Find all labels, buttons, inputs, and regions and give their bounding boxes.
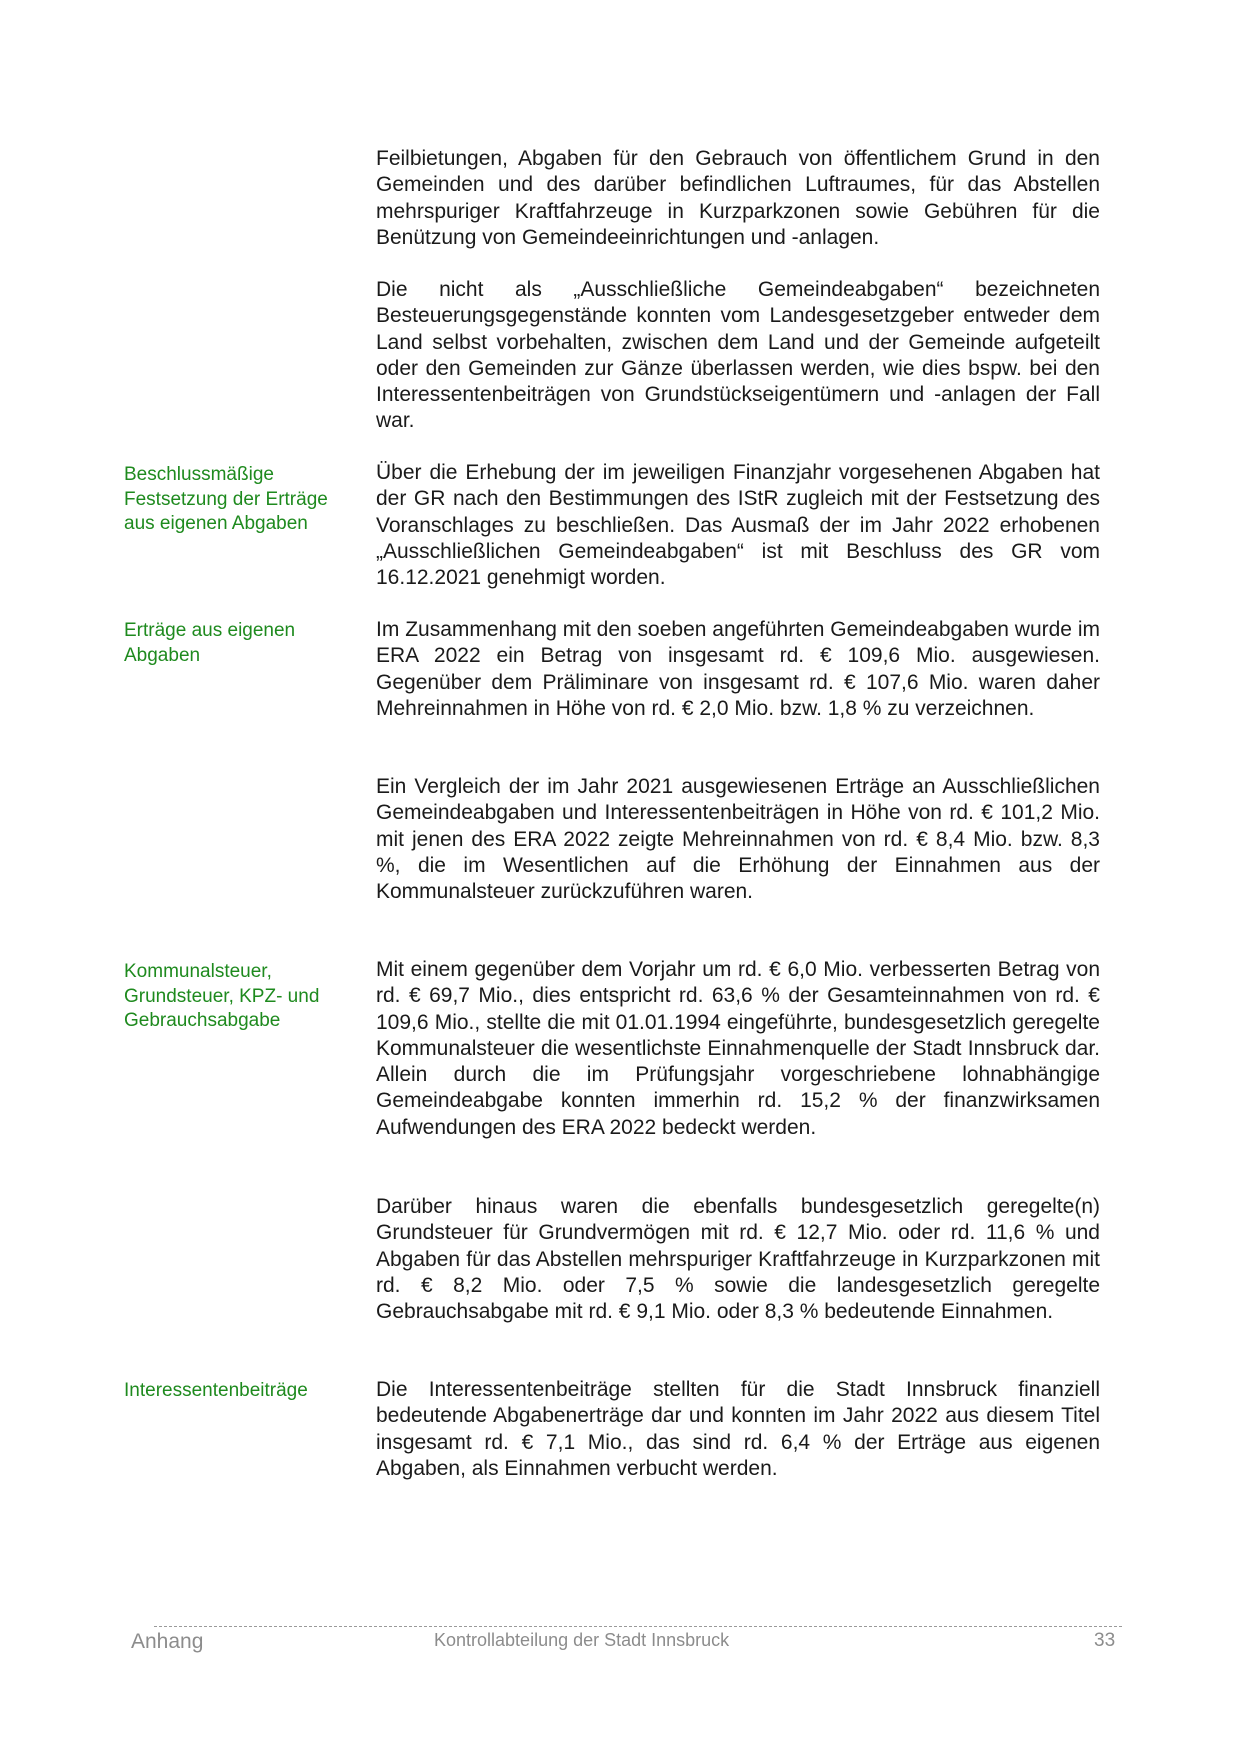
side-heading-kommunalsteuer [124, 960, 354, 1034]
side-heading-line: aus eigenen Abgaben [124, 513, 308, 534]
paragraph-nicht-ausschliessliche-abgaben: Die nicht als „Ausschließliche Gemeindeabgaben“ bezeichneten Besteuerungsgegenstände konnten vom Landesgesetzgeber entweder dem Land selbst vorbehalten, zwischen dem Land und der Gemeinde aufgeteilt oder den Gemeinden zur Gänze überlassen werden, wie dies bspw. bei den Interessentenbeiträgen von Grundstückseigentümern und -anlagen der Fall war. [376, 278, 1100, 433]
side-heading-line: Beschlussmäßige [124, 464, 274, 485]
footer-divider [154, 1626, 1122, 1627]
side-heading-line: Festsetzung der Erträge [124, 488, 328, 510]
side-heading-beschlussmaessige-festsetzung [124, 463, 354, 537]
footer-organization: Kontrollabteilung der Stadt Innsbruck [434, 1630, 730, 1650]
footer-page-number: 33 [1094, 1630, 1116, 1651]
paragraph-vergleich-2021: Ein Vergleich der im Jahr 2021 ausgewiesenen Erträge an Ausschließlichen Gemeindeabgaben und Interessentenbeiträgen in Höhe von rd. € 101,2 Mio. mit jenen des ERA 2022 zeigte Mehreinnahmen von rd. € 8,4 Mio. bzw. 8,3 %, die im Wesentlichen auf die Erhöhung der Einnahmen aus der Kommunalsteuer zurückzuführen waren. [376, 775, 1100, 904]
side-heading-line: Erträge aus eigenen [124, 620, 296, 641]
paragraph-grundsteuer: Darüber hinaus waren die ebenfalls bundesgesetzlich geregelte(n) Grundsteuer für Grundvermögen mit rd. € 12,7 Mio. oder rd. 11,6 % und Abgaben für das Abstellen mehrspuriger Kraftfahrzeuge in Kurzparkzonen mit rd. € 8,2 Mio. oder 7,5 % sowie die landesgesetzlich geregelte Gebrauchsabgabe mit rd. € 9,1 Mio. oder 8,3 % bedeutende Einnahmen. [376, 1195, 1100, 1324]
paragraph-kommunalsteuer: Mit einem gegenüber dem Vorjahr um rd. € 6,0 Mio. verbesserten Betrag von rd. € 69,7 Mio., dies entspricht rd. 63,6 % der Gesamteinnahmen von rd. € 109,6 Mio., stellte die mit 01.01.1994 eingeführte, bundesgesetzlich geregelte Kommunalsteuer die wesentlichste Einnahmenquelle der Stadt Innsbruck dar. Allein durch die im Prüfungsjahr vorgeschriebene lohnabhängige Gemeindeabgabe konnten immerhin rd. 15,2 % der finanzwirksamen Aufwendungen des ERA 2022 bedeckt werden. [376, 958, 1100, 1139]
footer-section: Anhang [131, 1630, 204, 1653]
paragraph-interessentenbeitraege: Die Interessentenbeiträge stellten für die Stadt Innsbruck finanziell bedeutende Abgabenerträge dar und konnten im Jahr 2022 aus diesem Titel insgesamt rd. € 7,1 Mio., das sind rd. 6,4 % der Erträge aus eigenen Abgaben, als Einnahmen verbucht werden. [376, 1378, 1100, 1480]
side-heading-line: Gebrauchsabgabe [124, 1010, 281, 1031]
side-heading-ertraege-eigene-abgaben [124, 619, 354, 668]
side-heading-line: Kommunalsteuer, [124, 961, 272, 982]
paragraph-erhebung-abgaben: Über die Erhebung der im jeweiligen Finanzjahr vorgesehenen Abgaben hat der GR nach den Bestimmungen des IStR zugleich mit der Festsetzung des Voranschlages zu beschließen. Das Ausmaß der im Jahr 2022 erhobenen „Ausschließlichen Gemeindeabgaben“ ist mit Beschluss des GR vom 16.12.2021 genehmigt worden. [376, 461, 1100, 590]
side-heading-line: Interessentenbeiträge [124, 1380, 308, 1401]
side-heading-line: Grundsteuer, KPZ- und [124, 985, 320, 1007]
paragraph-feilbietungen: Feilbietungen, Abgaben für den Gebrauch von öffentlichem Grund in den Gemeinden und des darüber befindlichen Luftraumes, für das Abstellen mehrspuriger Kraftfahrzeuge in Kurzparkzonen sowie Gebühren für die Benützung von Gemeindeeinrichtungen und -anlagen. [376, 147, 1100, 249]
side-heading-interessentenbeitraege [124, 1379, 354, 1404]
side-heading-line: Abgaben [124, 644, 201, 666]
paragraph-era-betrag: Im Zusammenhang mit den soeben angeführten Gemeindeabgaben wurde im ERA 2022 ein Betrag von insgesamt rd. € 109,6 Mio. ausgewiesen. Gegenüber dem Präliminare von insgesamt rd. € 107,6 Mio. waren daher Mehreinnahmen in Höhe von rd. € 2,0 Mio. bzw. 1,8 % zu verzeichnen. [376, 618, 1100, 720]
